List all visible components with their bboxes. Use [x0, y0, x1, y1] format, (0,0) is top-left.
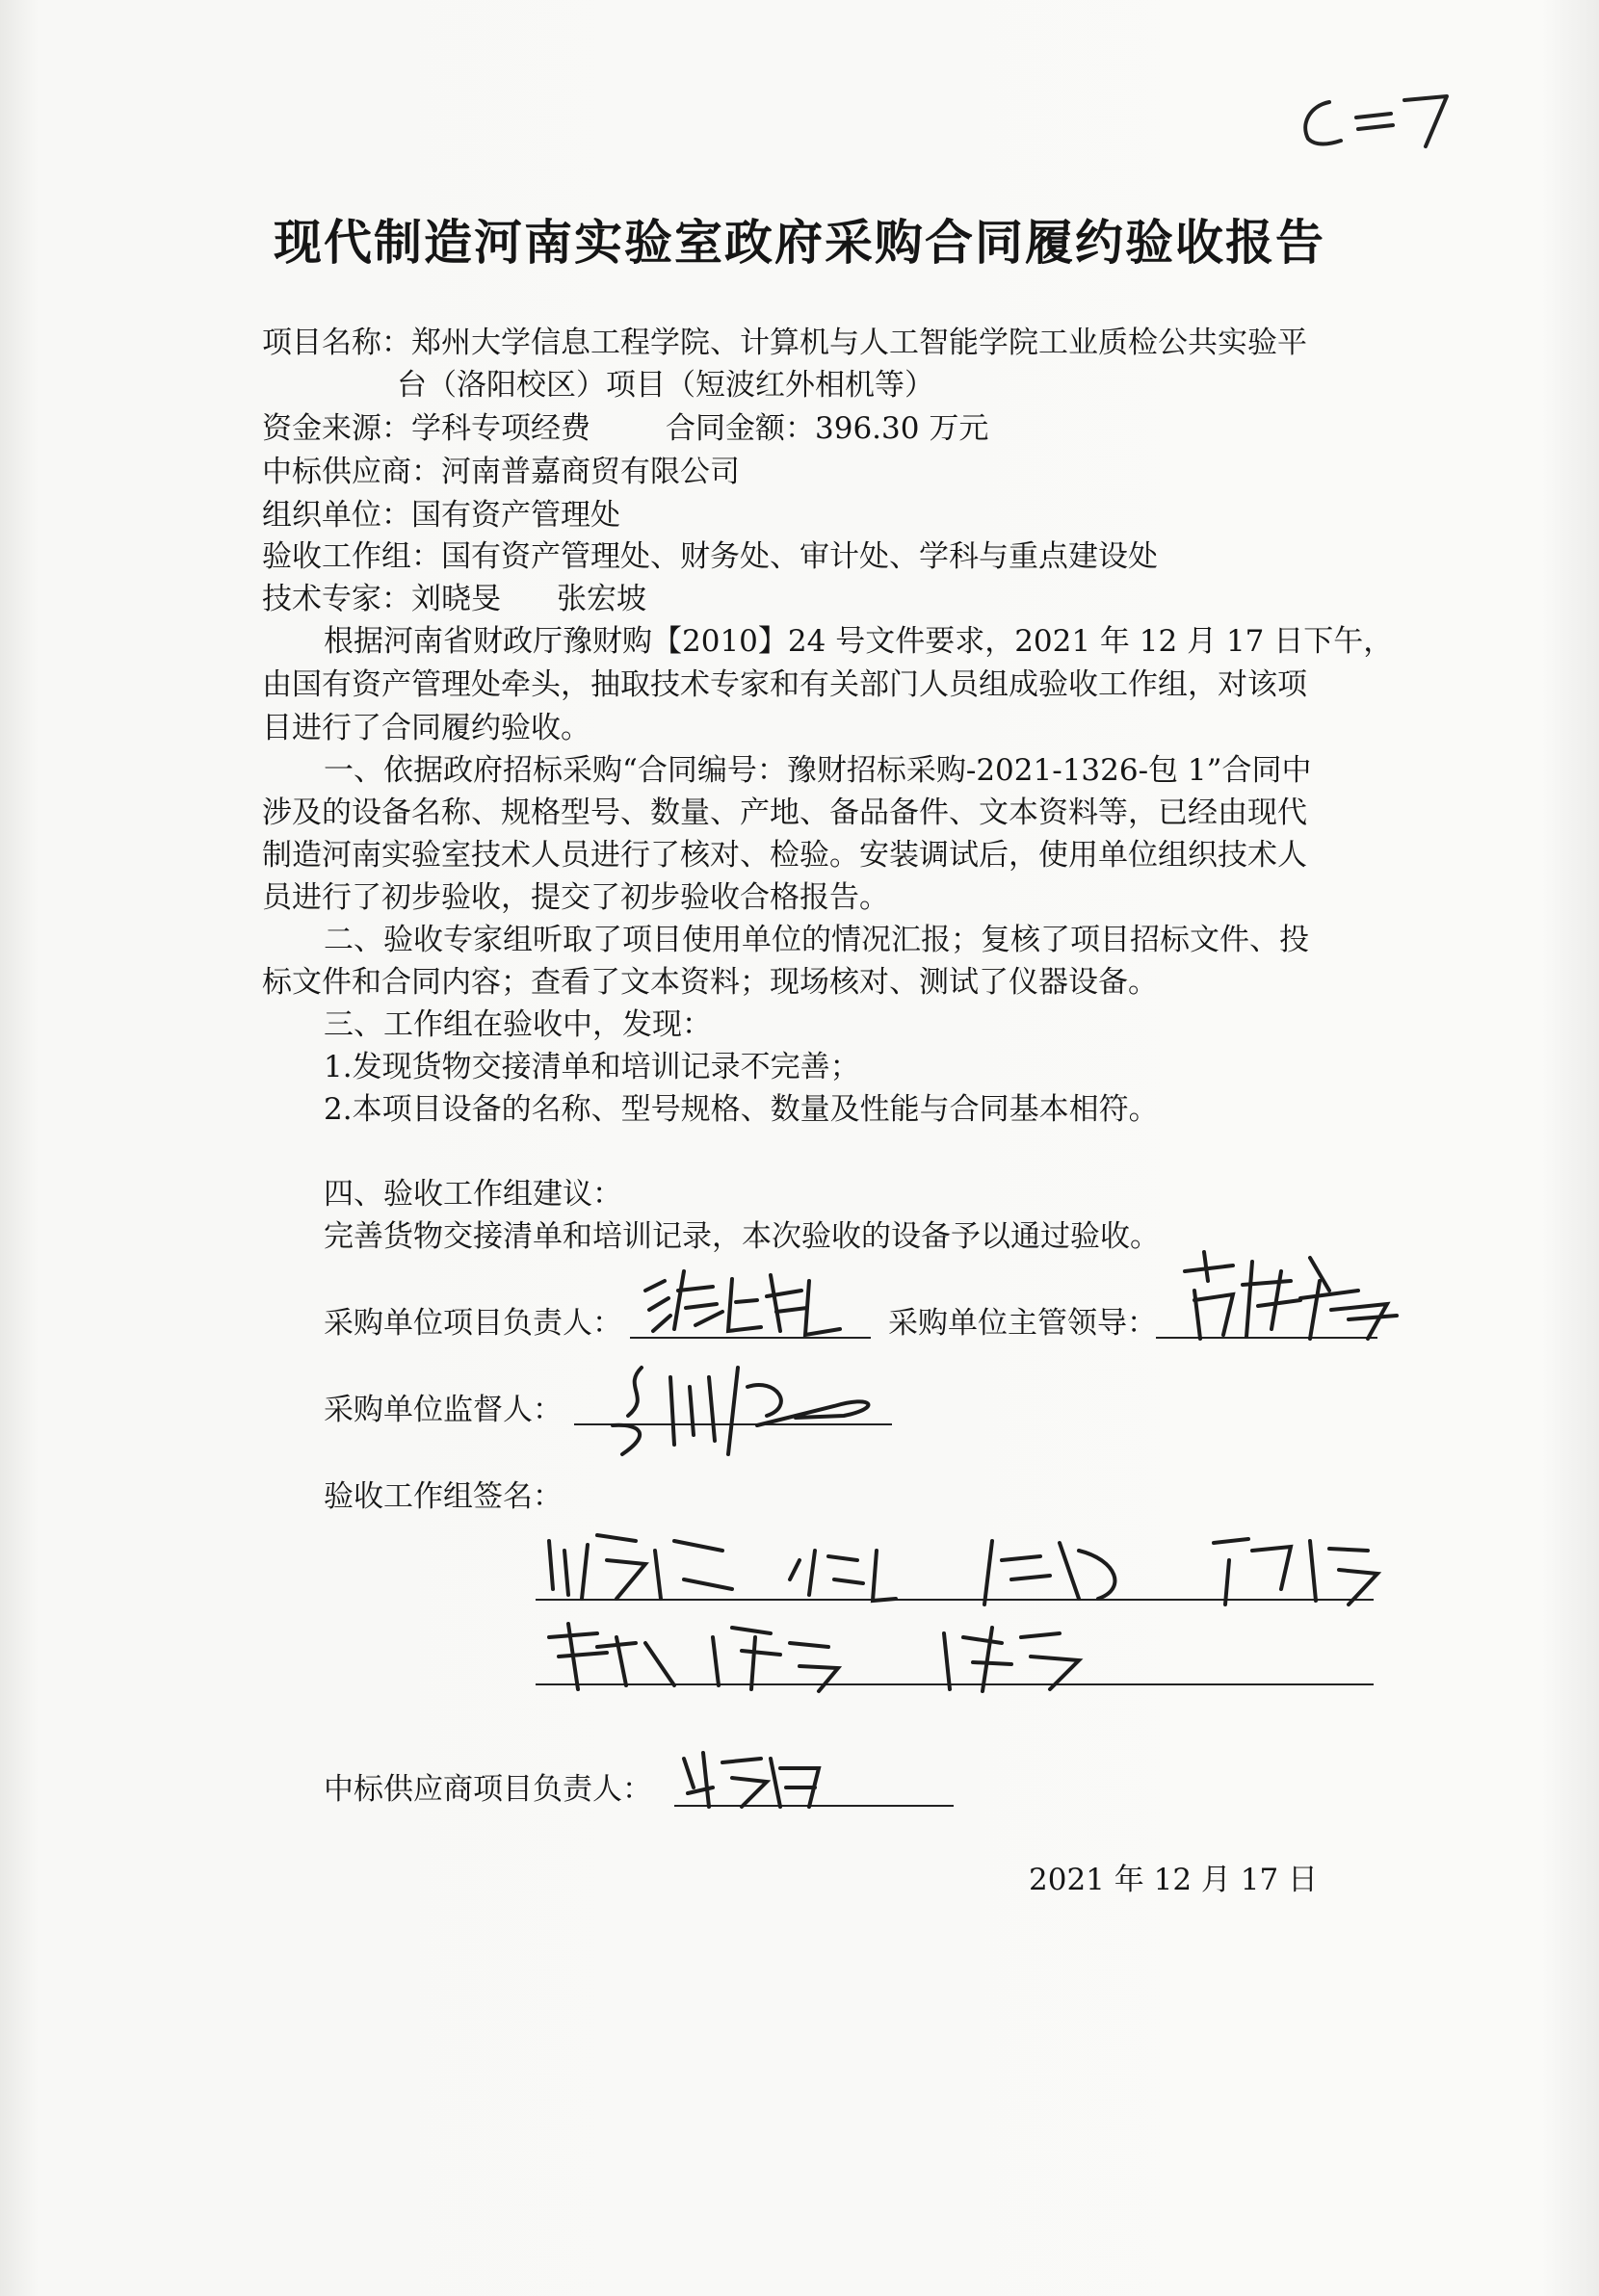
fund-source-label: 资金来源： — [262, 411, 411, 446]
report-title: 现代制造河南实验室政府采购合同履约验收报告 — [274, 215, 1325, 271]
section1-line: 一、依据政府招标采购“合同编号：豫财招标采购-2021-1326-包 1”合同中 — [324, 753, 1312, 788]
fund-line — [262, 407, 988, 450]
supervisor-leader-signature — [1166, 1242, 1406, 1348]
monitor-label: 采购单位监督人： — [324, 1393, 563, 1427]
section1-line: 制造河南实验室技术人员进行了核对、检验。安装调试后，使用单位组织技术人 — [262, 838, 1307, 873]
working-group-line — [262, 535, 1158, 578]
finding-item: 2.本项目设备的名称、型号规格、数量及性能与合同基本相符。 — [324, 1092, 1159, 1127]
supplier-label: 中标供应商： — [262, 455, 441, 489]
section1-line: 员进行了初步验收，提交了初步验收合格报告。 — [262, 880, 889, 915]
contract-amount-label: 合同金额： — [666, 411, 815, 446]
intro-line: 由国有资产管理处牵头，抽取技术专家和有关部门人员组成验收工作组，对该项 — [262, 667, 1307, 702]
organizer-value: 国有资产管理处 — [411, 498, 620, 533]
project-leader-label: 采购单位项目负责人： — [324, 1306, 622, 1341]
organizer-label: 组织单位： — [262, 498, 411, 533]
project-name-value-1: 郑州大学信息工程学院、计算机与人工智能学院工业质检公共实验平 — [411, 326, 1307, 360]
supervisor-leader-label: 采购单位主管领导： — [888, 1306, 1157, 1341]
organizer-line — [262, 494, 620, 536]
group-signatures-row-2 — [539, 1608, 1156, 1695]
supplier-leader-signature — [674, 1739, 828, 1816]
section4-heading: 四、验收工作组建议： — [324, 1177, 622, 1212]
intro-line: 目进行了合同履约验收。 — [262, 711, 590, 745]
supplier-leader-label: 中标供应商项目负责人： — [324, 1772, 652, 1807]
expert-name: 张宏坡 — [557, 582, 646, 616]
project-name-line2: 台（洛阳校区）项目（短波红外相机等） — [397, 368, 934, 403]
handwritten-note-signature — [1291, 85, 1455, 152]
contract-amount-value: 396.30 万元 — [815, 411, 989, 446]
working-group-label: 验收工作组： — [262, 539, 441, 574]
supplier-value: 河南普嘉商贸有限公司 — [441, 455, 740, 489]
group-signature-label: 验收工作组签名： — [324, 1479, 563, 1514]
fund-source-value: 学科专项经费 — [411, 411, 590, 446]
project-leader-signature — [636, 1252, 848, 1344]
intro-line: 根据河南省财政厅豫财购【2010】24 号文件要求，2021 年 12 月 17 日下午， — [324, 624, 1394, 659]
section1-line: 涉及的设备名称、规格型号、数量、产地、备品备件、文本资料等，已经由现代 — [262, 796, 1307, 830]
supplier-line — [262, 451, 740, 493]
project-name-label: 项目名称： — [262, 326, 411, 360]
working-group-value: 国有资产管理处、财务处、审计处、学科与重点建设处 — [441, 539, 1158, 574]
monitor-signature — [584, 1348, 902, 1474]
experts-label: 技术专家： — [262, 582, 411, 616]
section2-line: 二、验收专家组听取了项目使用单位的情况汇报；复核了项目招标文件、投 — [324, 923, 1309, 957]
experts-line — [262, 578, 646, 620]
section2-line: 标文件和合同内容；查看了文本资料；现场核对、测试了仪器设备。 — [262, 965, 1158, 1000]
section3-heading: 三、工作组在验收中，发现： — [324, 1007, 712, 1042]
recommendation-text: 完善货物交接清单和培训记录，本次验收的设备予以通过验收。 — [324, 1219, 1160, 1254]
finding-item: 1.发现货物交接清单和培训记录不完善； — [324, 1050, 860, 1084]
report-date: 2021 年 12 月 17 日 — [1029, 1863, 1319, 1897]
project-name-line1 — [262, 322, 1307, 364]
group-signatures-row-1 — [539, 1522, 1387, 1608]
expert-name: 刘晓旻 — [411, 582, 501, 616]
